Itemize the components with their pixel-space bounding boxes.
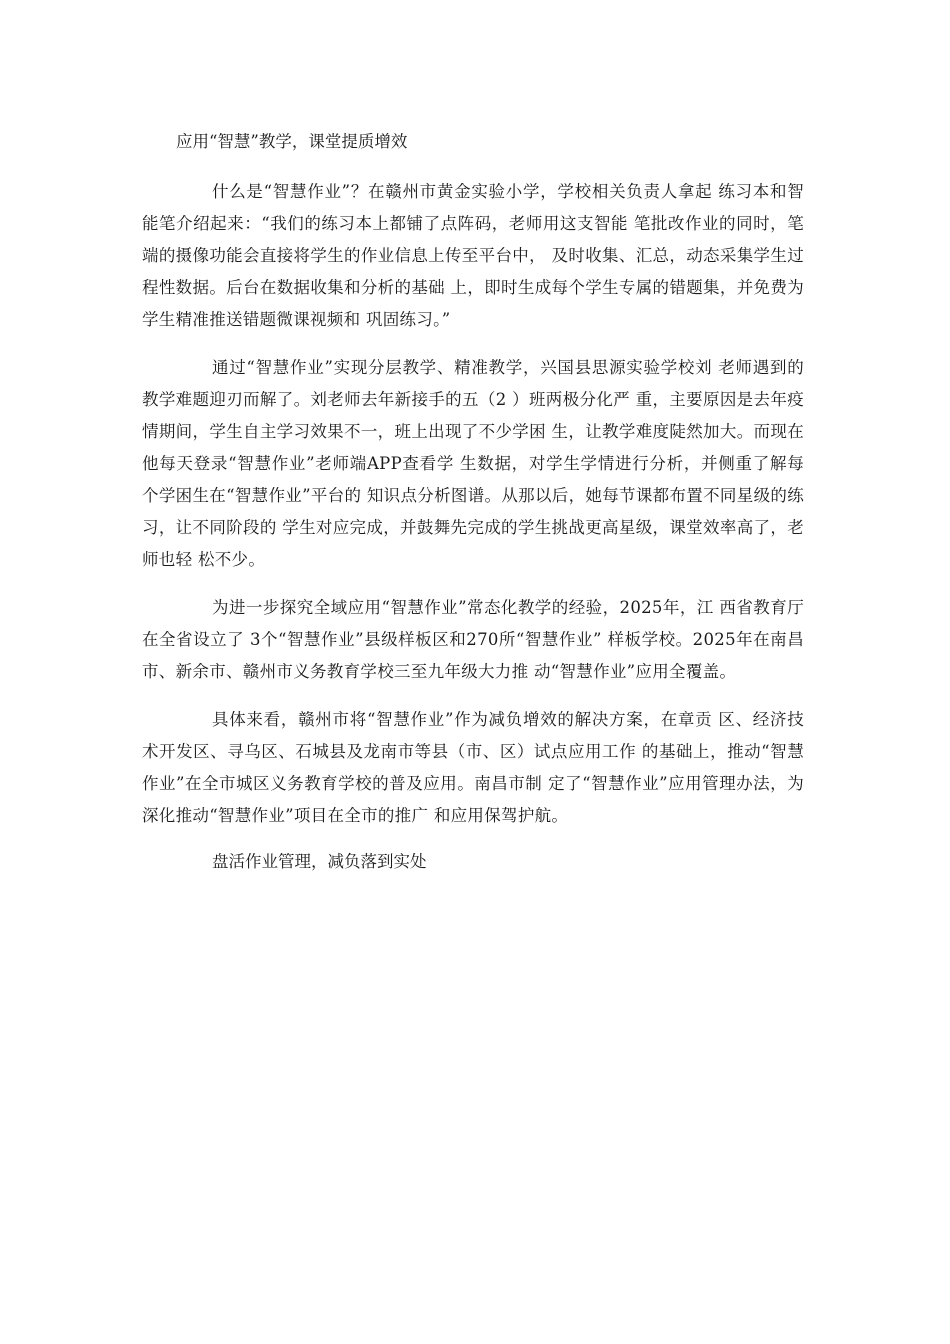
paragraph-province-pilot: 为进一步探究全域应用“智慧作业”常态化教学的经验，2025年，江 西省教育厅在全省设立了 3个“智慧作业”县级样板区和270所“智慧作业” 样板学校。2025年在南昌市、新余市、赣州市义务教育学校三至九年级大力推 动“智慧作业”应用全覆盖。 — [142, 598, 804, 681]
section-heading-smart-teaching: 应用“智慧”教学，课堂提质增效 — [176, 132, 408, 151]
paragraph-city-rollout: 具体来看，赣州市将“智慧作业”作为减负增效的解决方案，在章贡 区、经济技术开发区、寻乌区、石城县及龙南市等县（市、区）试点应用工作 的基础上，推动“智慧作业”在全市城区义务教育学校的普及应用。南昌市制 定了“智慧作业”应用管理办法，为深化推动“智慧作业”项目在全市的推广 和应用保驾护航。 — [142, 710, 804, 825]
document-page — [142, 128, 804, 896]
section-heading-homework-management: 盘活作业管理，减负落到实处 — [212, 852, 427, 871]
paragraph-layered-teaching: 通过“智慧作业”实现分层教学、精准教学，兴国县思源实验学校刘 老师遇到的教学难题迎刃而解了。刘老师去年新接手的五（2 ）班两极分化严 重，主要原因是去年疫情期间，学生自主学习效果不一，班上出现了不少学困 生，让教学难度陡然加大。而现在他每天登录“智慧作业”老师端APP查看学 生数据，对学生学情进行分析，并侧重了解每个学困生在“智慧作业”平台的 知识点分析图谱。从那以后，她每节课都布置不同星级的练习，让不同阶段的 学生对应完成，并鼓舞先完成的学生挑战更高星级，课堂效率高了，老师也轻 松不少。 — [142, 358, 804, 569]
paragraph-smart-homework-intro: 什么是“智慧作业”？在赣州市黄金实验小学，学校相关负责人拿起 练习本和智能笔介绍起来：“我们的练习本上都铺了点阵码，老师用这支智能 笔批改作业的同时，笔端的摄像功能会直接将学生的作业信息上传至平台中， 及时收集、汇总，动态采集学生过程性数据。后台在数据收集和分析的基础 上，即时生成每个学生专属的错题集，并免费为学生精准推送错题微课视频和 巩固练习。” — [142, 182, 804, 329]
